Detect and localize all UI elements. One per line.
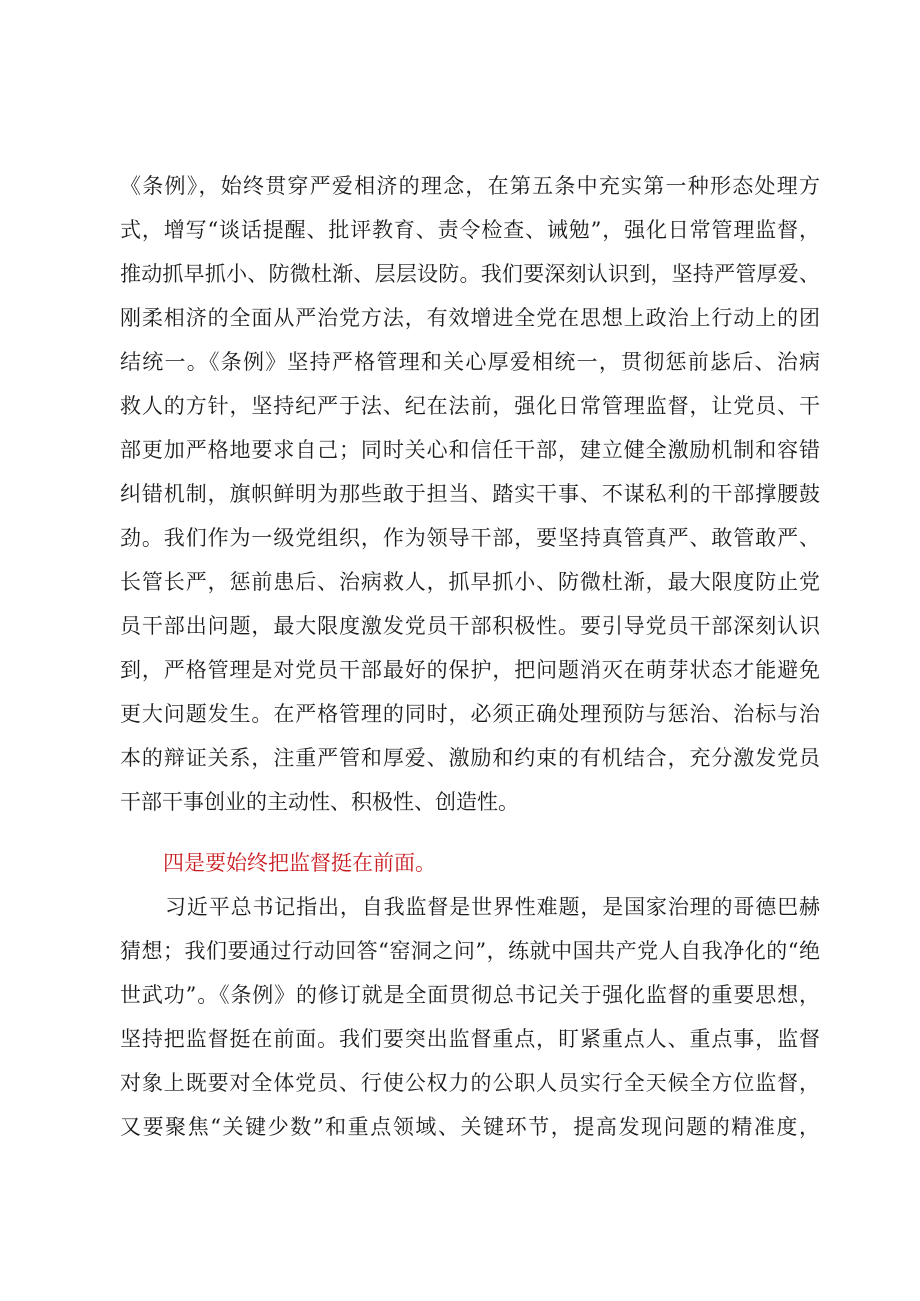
paragraph-1-line: 刚柔相济的全面从严治党方法，有效增进全党在思想上政治上行动上的团 [120, 306, 820, 330]
paragraph-2-line: 又要聚焦“关键少数”和重点领域、关键环节，提高发现问题的精准度， [120, 1115, 820, 1139]
paragraph-1-line: 本的辩证关系，注重严管和厚爱、激励和约束的有机结合，充分激发党员 [120, 746, 820, 770]
paragraph-1-line: 式，增写“谈话提醒、批评教育、责令检查、诫勉”，强化日常管理监督， [120, 218, 820, 242]
section-heading: 四是要始终把监督挺在前面。 [163, 851, 436, 875]
paragraph-1-line: 劲。我们作为一级党组织，作为领导干部，要坚持真管真严、敢管敢严、 [120, 526, 820, 550]
paragraph-1-line: 部更加严格地要求自己；同时关心和信任干部，建立健全激励机制和容错 [120, 438, 820, 462]
paragraph-2-line: 坚持把监督挺在前面。我们要突出监督重点，盯紧重点人、重点事，监督 [120, 1027, 820, 1051]
paragraph-2-line: 世武功”。《条例》的修订就是全面贯彻总书记关于强化监督的重要思想， [120, 983, 820, 1007]
paragraph-1-last-line: 干部干事创业的主动性、积极性、创造性。 [120, 790, 519, 814]
paragraph-2-first-line: 习近平总书记指出，自我监督是世界性难题，是国家治理的哥德巴赫 [165, 895, 820, 919]
paragraph-1-line: 更大问题发生。在严格管理的同时，必须正确处理预防与惩治、治标与治 [120, 702, 820, 726]
paragraph-1-line: 救人的方针，坚持纪严于法、纪在法前，强化日常管理监督，让党员、干 [120, 394, 820, 418]
paragraph-1-line: 纠错机制，旗帜鲜明为那些敢于担当、踏实干事、不谋私利的干部撑腰鼓 [120, 482, 820, 506]
paragraph-1-line: 到，严格管理是对党员干部最好的保护，把问题消灭在萌芽状态才能避免 [120, 658, 820, 682]
paragraph-2-line: 对象上既要对全体党员、行使公权力的公职人员实行全天候全方位监督， [120, 1071, 820, 1095]
paragraph-1-line: 员干部出问题，最大限度激发党员干部积极性。要引导党员干部深刻认识 [120, 614, 820, 638]
paragraph-1-line: 推动抓早抓小、防微杜渐、层层设防。我们要深刻认识到，坚持严管厚爱、 [120, 262, 820, 286]
paragraph-1-line: 长管长严，惩前患后、治病救人，抓早抓小、防微杜渐，最大限度防止党 [120, 570, 820, 594]
paragraph-2-line: 猜想；我们要通过行动回答“窑洞之问”，练就中国共产党人自我净化的“绝 [120, 939, 820, 963]
paragraph-1-line: 结统一。《条例》坚持严格管理和关心厚爱相统一，贯彻惩前毖后、治病 [120, 350, 820, 374]
paragraph-1-line: 《条例》，始终贯穿严爱相济的理念，在第五条中充实第一种形态处理方 [120, 174, 820, 198]
